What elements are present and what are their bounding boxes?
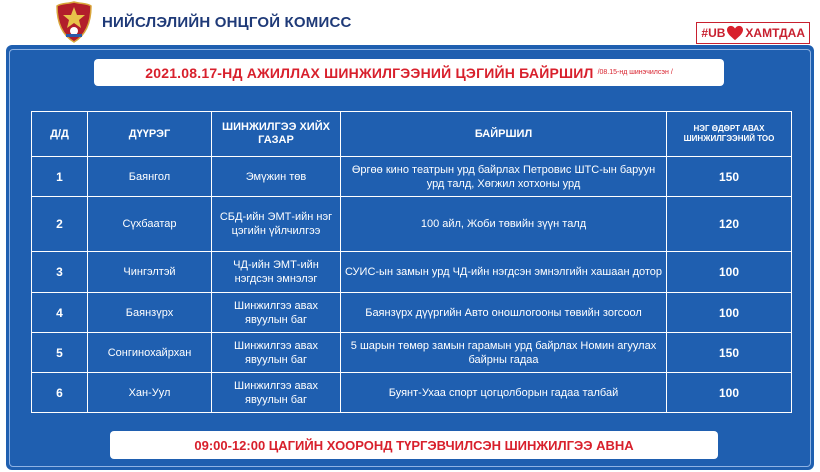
row-num: 5: [32, 333, 88, 373]
row-place: ЧД-ийн ЭМТ-ийн нэгдсэн эмнэлэг: [212, 252, 341, 293]
row-num: 3: [32, 252, 88, 293]
row-district: Чингэлтэй: [88, 252, 212, 293]
row-district: Сүхбаатар: [88, 197, 212, 252]
row-capacity: 150: [667, 157, 792, 197]
col-header-place: ШИНЖИЛГЭЭ ХИЙХ ГАЗАР: [212, 112, 341, 157]
row-capacity: 100: [667, 252, 792, 293]
update-note: /08.15-нд шинэчилсэн /: [597, 69, 673, 76]
hashtag-right: ХАМТДАА: [745, 26, 805, 40]
col-header-district: ДҮҮРЭГ: [88, 112, 212, 157]
title-banner: [94, 59, 724, 86]
table-row: [32, 197, 792, 252]
row-num: 2: [32, 197, 88, 252]
row-location: СУИС-ын замын урд ЧД-ийн нэгдсэн эмнэлгийн хашаан дотор: [341, 252, 667, 293]
row-location: Өргөө кино театрын урд байрлах Петровис ШТС-ын баруун урд талд, Хөгжил хотхоны урд: [341, 157, 667, 197]
table-row: [32, 157, 792, 197]
table-row: [32, 252, 792, 293]
org-name: НИЙСЛЭЛИЙН ОНЦГОЙ КОМИСС: [102, 14, 352, 31]
row-capacity: 120: [667, 197, 792, 252]
row-district: Сонгинохайрхан: [88, 333, 212, 373]
table-row: [32, 373, 792, 413]
row-location: Баянзүрх дүүргийн Авто оношлогооны төвийн зогсоол: [341, 293, 667, 333]
ub-hamtdaa-badge: [696, 22, 810, 44]
row-place: Шинжилгээ авах явуулын баг: [212, 333, 341, 373]
row-location: 5 шарын төмөр замын гарамын урд байрлах Номин агуулах байрны гадаа: [341, 333, 667, 373]
row-district: Хан-Уул: [88, 373, 212, 413]
row-district: Баянгол: [88, 157, 212, 197]
row-num: 1: [32, 157, 88, 197]
col-header-num: Д/Д: [32, 112, 88, 157]
table-row: [32, 333, 792, 373]
hashtag-left: #UB: [701, 26, 726, 40]
row-district: Баянзүрх: [88, 293, 212, 333]
row-num: 6: [32, 373, 88, 413]
col-header-capacity: НЭГ ӨДӨРТ АВАХ ШИНЖИЛГЭЭНИЙ ТОО: [667, 112, 792, 157]
table-row: [32, 293, 792, 333]
row-capacity: 100: [667, 373, 792, 413]
row-num: 4: [32, 293, 88, 333]
capital-city-emblem-icon: [54, 1, 94, 43]
row-capacity: 150: [667, 333, 792, 373]
heart-icon: [726, 25, 744, 41]
table-header-row: [32, 112, 792, 157]
testing-sites-table: [31, 111, 792, 413]
col-header-location: БАЙРШИЛ: [341, 112, 667, 157]
footer-notice: 09:00-12:00 ЦАГИЙН ХООРОНД ТҮРГЭВЧИЛСЭН ШИНЖИЛГЭЭ АВНА: [110, 431, 718, 459]
row-location: 100 айл, Жоби төвийн зүүн талд: [341, 197, 667, 252]
row-place: Шинжилгээ авах явуулын баг: [212, 293, 341, 333]
row-place: Шинжилгээ авах явуулын баг: [212, 373, 341, 413]
row-capacity: 100: [667, 293, 792, 333]
content-panel: [6, 45, 814, 470]
row-place: СБД-ийн ЭМТ-ийн нэг цэгийн үйлчилгээ: [212, 197, 341, 252]
top-bar: [0, 0, 820, 44]
row-place: Эмүжин төв: [212, 157, 341, 197]
row-location: Буянт-Ухаа спорт цогцолборын гадаа талбай: [341, 373, 667, 413]
page-title: 2021.08.17-НД АЖИЛЛАХ ШИНЖИЛГЭЭНИЙ ЦЭГИЙН БАЙРШИЛ: [145, 64, 594, 81]
